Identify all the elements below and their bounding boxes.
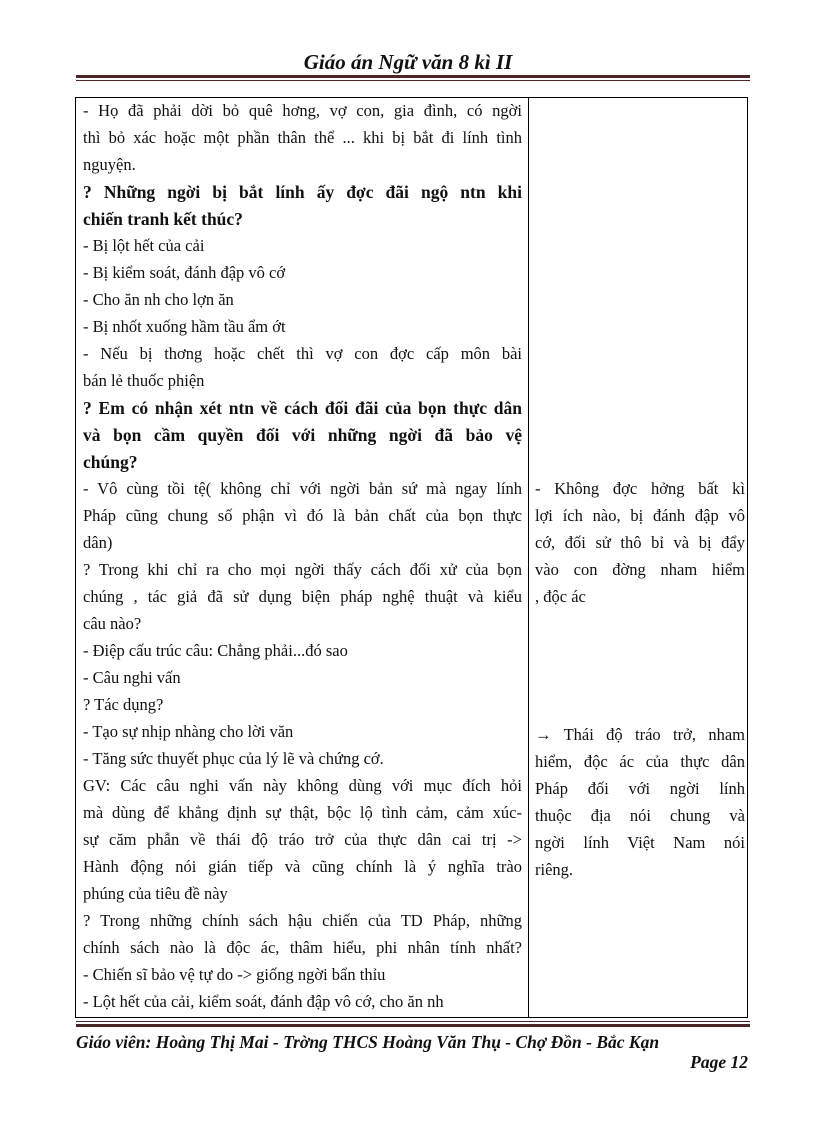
content-line: lợi ích nào, bị đánh đập vô — [535, 506, 745, 525]
text-line: ? Những ngời bị bắt lính ấy đợc đãi ngộ ntn khi — [83, 182, 522, 202]
text-line: câu nào? — [83, 614, 142, 633]
text-line: - Tạo sự nhịp nhàng cho lời văn — [83, 722, 294, 741]
text-line: - Câu nghi vấn — [83, 668, 181, 687]
text-line: - Tăng sức thuyết phục của lý lẽ và chứng cớ. — [83, 749, 384, 768]
text-line: phúng của tiêu đề này — [83, 884, 228, 903]
text-line: bán lẻ thuốc phiện — [83, 371, 205, 390]
page-header-title: Giáo án Ngữ văn 8 kì II — [303, 50, 513, 74]
text-line: - Điệp cấu trúc câu: Chẳng phải...đó sao — [83, 641, 348, 660]
text-line: Hành động nói gián tiếp và cũng chính là ý nghĩa trào — [83, 857, 522, 876]
text-line: chiến tranh kết thúc? — [83, 209, 243, 229]
text-line: nguyện. — [83, 155, 136, 174]
text-line: ? Tác dụng? — [83, 695, 164, 714]
text-line: - Bị nhốt xuống hầm tầu ẩm ớt — [83, 317, 286, 336]
text-line: và bọn cầm quyền đối với những ngời đã bảo vệ — [83, 425, 522, 445]
text-line: thì bỏ xác hoặc một phần thân thể ... khi bị bắt đi lính tình — [83, 128, 522, 147]
content-line: thuộc địa nói chung và — [535, 806, 745, 825]
text-line: chính sách nào là độc ác, thâm hiểu, phi nhân tính nhất? — [83, 938, 522, 957]
content-line: cớ, đối sử thô bỉ và bị đẩy — [535, 533, 745, 552]
content-line: vào con đờng nham hiểm — [535, 560, 745, 579]
text-line: dân) — [83, 533, 113, 552]
content-line: , độc ác — [535, 587, 586, 606]
text-line: chúng , tác giả đã sử dụng biện pháp nghệ thuật và kiểu — [83, 587, 522, 606]
text-line: ? Trong những chính sách hậu chiến của TD Pháp, những — [83, 911, 522, 930]
text-line: Pháp cũng chung số phận vì đó là bản chất của bọn thực — [83, 506, 522, 525]
text-line: - Vô cùng tồi tệ( không chỉ với ngời bản sứ mà ngay lính — [83, 479, 522, 498]
lesson-table — [75, 97, 748, 1018]
footer-rule-thick — [76, 1024, 750, 1027]
text-line: ? Trong khi chỉ ra cho mọi ngời thấy cách đối xử của bọn — [83, 560, 522, 579]
text-line: - Bị lột hết của cải — [83, 236, 205, 255]
content-line: hiểm, độc ác của thực dân — [535, 752, 745, 771]
content-line: → Thái độ tráo trở, nham — [535, 725, 745, 744]
text-line: GV: Các câu nghi vấn này không dùng với mục đích hỏi — [83, 776, 522, 795]
footer-rule-thin — [76, 1021, 750, 1022]
arrow-right-icon: → — [535, 725, 552, 744]
text-line: - Chiến sĩ bảo vệ tự do -> giống ngời bẩn thỉu — [83, 965, 386, 984]
text-line: - Nếu bị thơng hoặc chết thì vợ con đợc cấp môn bài — [83, 344, 522, 363]
text-line: sự căm phẫn về thái độ tráo trở của thực dân cai trị -> — [83, 830, 522, 849]
header-rule-thick — [76, 75, 750, 78]
content-line: Pháp đối với ngời lính — [535, 779, 745, 798]
column-divider — [528, 98, 529, 1017]
text-line: chúng? — [83, 452, 138, 472]
header-rule-thin — [76, 80, 750, 81]
content-line: ngời lính Việt Nam nói — [535, 833, 745, 852]
content-line: - Không đợc hởng bất kì — [535, 479, 745, 498]
text-line: ? Em có nhận xét ntn về cách đối đãi của bọn thực dân — [83, 398, 522, 418]
text-line: - Họ đã phải dời bỏ quê hơng, vợ con, gia đình, có ngời — [83, 101, 522, 120]
page-number: Page 12 — [690, 1052, 748, 1072]
text-line: - Bị kiểm soát, đánh đập vô cớ — [83, 263, 286, 282]
content-line: riêng. — [535, 860, 574, 879]
text-line: mà dùng để khẳng định sự thật, bộc lộ tình cảm, cảm xúc- — [83, 803, 522, 822]
footer-teacher-credit: Giáo viên: Hoàng Thị Mai - Trờng THCS Hoàng Văn Thụ - Chợ Đồn - Bắc Kạn — [76, 1032, 660, 1052]
text-line: - Lột hết của cải, kiểm soát, đánh đập vô cớ, cho ăn nh — [83, 992, 444, 1011]
text-line: - Cho ăn nh cho lợn ăn — [83, 290, 234, 309]
